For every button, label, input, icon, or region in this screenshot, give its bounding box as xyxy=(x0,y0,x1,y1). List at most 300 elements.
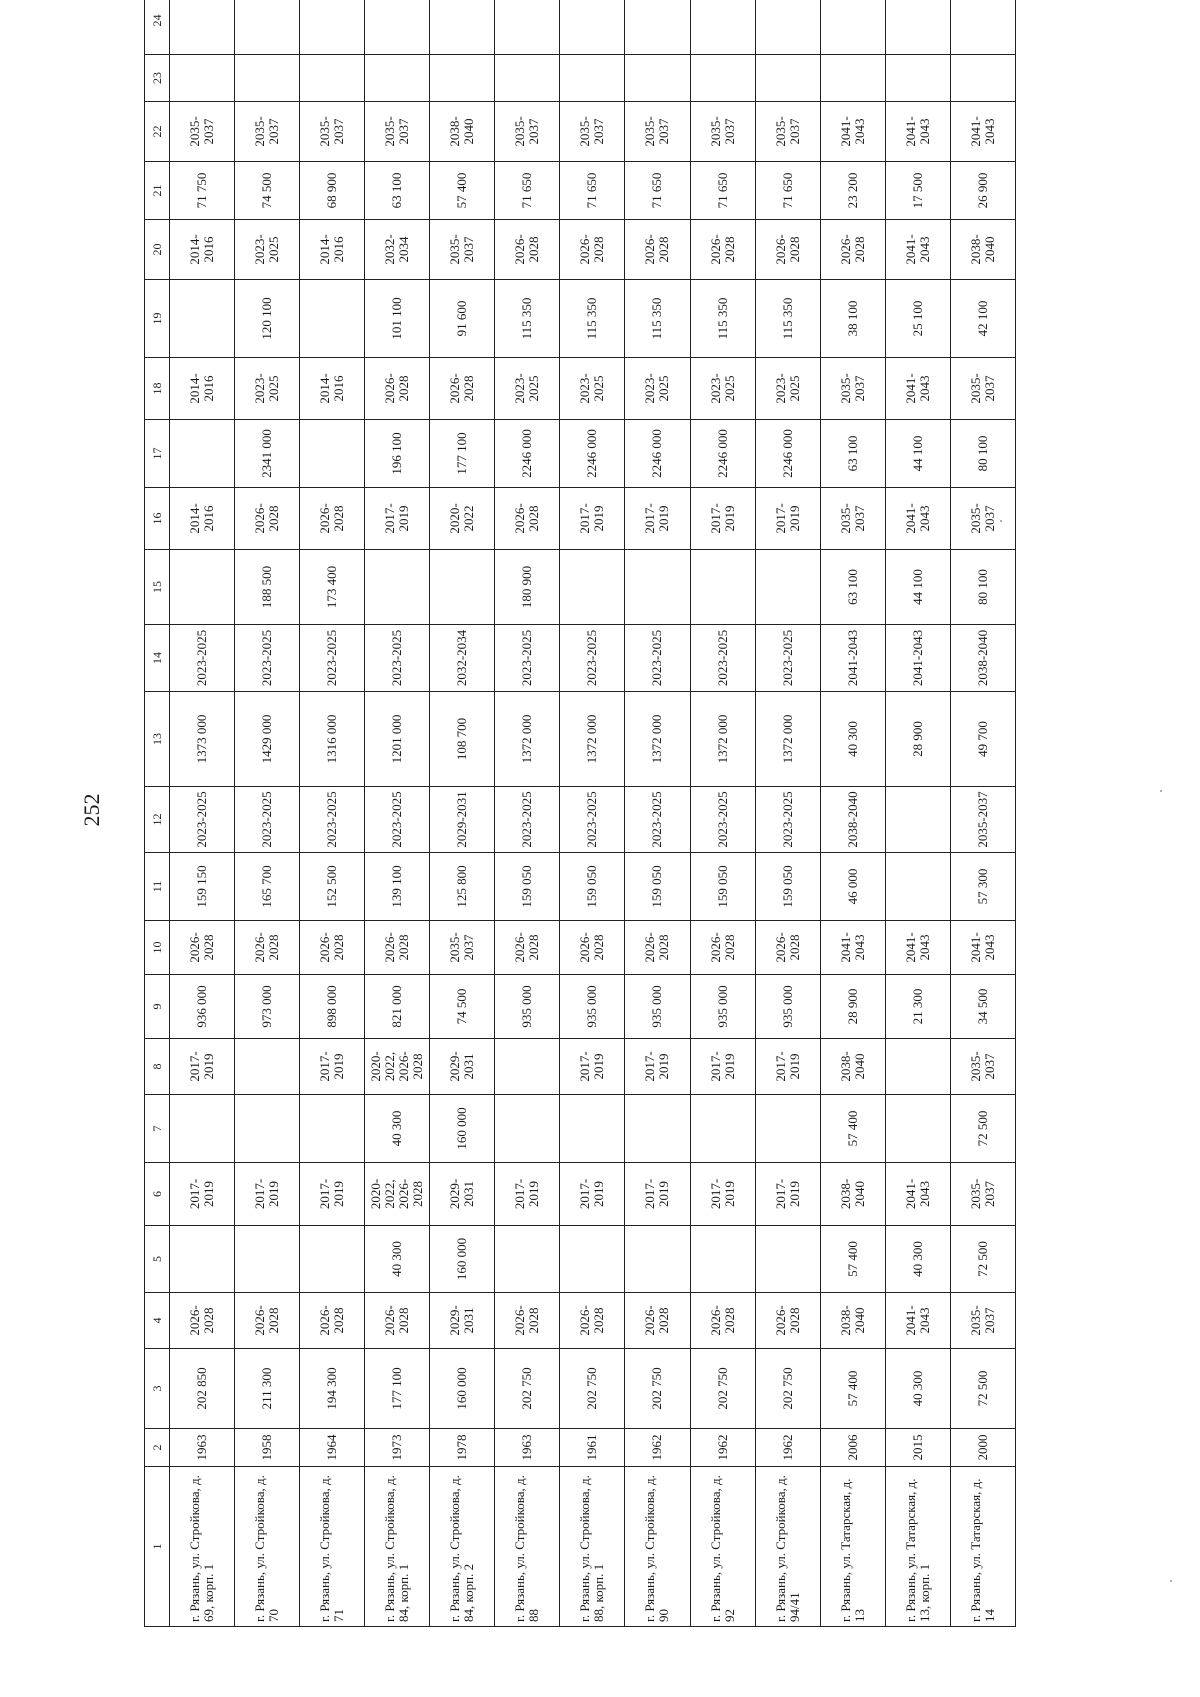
cost-cell: 71 650 xyxy=(495,162,560,220)
cost-cell: 115 350 xyxy=(755,280,820,358)
column-number: 23 xyxy=(145,55,170,102)
cost-cell: 935 000 xyxy=(625,975,690,1039)
column-number: 9 xyxy=(145,975,170,1039)
column-number: 18 xyxy=(145,358,170,420)
cost-cell: 159 050 xyxy=(560,853,625,921)
column-number: 11 xyxy=(145,853,170,921)
period-cell: 2041-2043 xyxy=(820,625,885,692)
cost-cell: 28 900 xyxy=(820,975,885,1039)
cost-cell xyxy=(430,550,495,625)
cost-cell: 1316 000 xyxy=(300,692,365,787)
cost-cell xyxy=(235,1095,300,1163)
period-cell: 2023-2025 xyxy=(690,358,755,420)
table-container xyxy=(144,0,1016,1627)
period-cell: 2017-2019 xyxy=(560,488,625,550)
cost-cell xyxy=(820,55,885,102)
cost-cell xyxy=(885,1095,950,1163)
cost-cell: 57 400 xyxy=(820,1095,885,1163)
period-cell: 2038-2040 xyxy=(820,1293,885,1349)
table-row xyxy=(690,0,755,1627)
period-cell: 2035-2037 xyxy=(235,102,300,162)
cost-cell xyxy=(300,1226,365,1293)
period-cell: 2038-2040 xyxy=(820,787,885,853)
period-cell: 2023-2025 xyxy=(560,358,625,420)
cost-cell: 71 650 xyxy=(690,162,755,220)
cost-cell: 159 050 xyxy=(755,853,820,921)
address-cell: г. Рязань, ул. Стройкова, д. 71 xyxy=(300,1467,365,1627)
period-cell: 2017-2019 xyxy=(365,488,430,550)
cost-cell xyxy=(495,55,560,102)
period-cell: 2017-2019 xyxy=(235,1163,300,1226)
cost-cell: 71 650 xyxy=(560,162,625,220)
cost-cell: 196 100 xyxy=(365,420,430,488)
cost-cell: 101 100 xyxy=(365,280,430,358)
cost-cell: 80 100 xyxy=(950,420,1015,488)
cost-cell xyxy=(235,0,300,55)
cost-cell: 211 300 xyxy=(235,1349,300,1429)
cost-cell: 1429 000 xyxy=(235,692,300,787)
period-cell: 2035-2037 xyxy=(950,1163,1015,1226)
period-cell: 2017-2019 xyxy=(625,1039,690,1095)
cost-cell: 973 000 xyxy=(235,975,300,1039)
cost-cell xyxy=(170,0,235,55)
cost-cell: 159 050 xyxy=(625,853,690,921)
period-cell: 2014-2016 xyxy=(300,220,365,280)
cost-cell: 202 750 xyxy=(495,1349,560,1429)
cost-cell: 108 700 xyxy=(430,692,495,787)
address-cell: г. Рязань, ул. Стройкова, д. 94/41 xyxy=(755,1467,820,1627)
period-cell: 2026-2028 xyxy=(300,488,365,550)
column-number: 24 xyxy=(145,0,170,55)
address-cell: г. Рязань, ул. Стройкова, д. 84, корп. 2 xyxy=(430,1467,495,1627)
cost-cell xyxy=(300,1095,365,1163)
period-cell: 2035-2037 xyxy=(560,102,625,162)
period-cell: 2017-2019 xyxy=(625,1163,690,1226)
cost-cell xyxy=(755,1226,820,1293)
cost-cell: 159 050 xyxy=(690,853,755,921)
period-cell: 2035-2037 xyxy=(950,1039,1015,1095)
period-cell: 2023-2025 xyxy=(365,787,430,853)
cost-cell: 72 500 xyxy=(950,1226,1015,1293)
cost-cell: 21 300 xyxy=(885,975,950,1039)
address-cell: г. Рязань, ул. Татарская, д. 14 xyxy=(950,1467,1015,1627)
period-cell: 2023-2025 xyxy=(235,358,300,420)
table-row xyxy=(170,0,235,1627)
table-row xyxy=(300,0,365,1627)
period-cell: 2041-2043 xyxy=(885,220,950,280)
cost-cell: 63 100 xyxy=(365,162,430,220)
period-cell: 2017-2019 xyxy=(625,488,690,550)
cost-cell xyxy=(885,0,950,55)
column-number: 13 xyxy=(145,692,170,787)
scan-speck xyxy=(1160,790,1162,792)
column-number: 15 xyxy=(145,550,170,625)
year-cell: 1978 xyxy=(430,1429,495,1467)
period-cell: 2026-2028 xyxy=(300,1293,365,1349)
period-cell: 2026-2028 xyxy=(430,358,495,420)
scan-speck xyxy=(1000,520,1002,522)
period-cell: 2026-2028 xyxy=(170,921,235,975)
period-cell: 2029-2031 xyxy=(430,1293,495,1349)
period-cell: 2023-2025 xyxy=(690,787,755,853)
cost-cell: 898 000 xyxy=(300,975,365,1039)
period-cell: 2023-2025 xyxy=(235,220,300,280)
cost-cell: 57 400 xyxy=(820,1226,885,1293)
period-cell: 2026-2028 xyxy=(495,220,560,280)
period-cell: 2020-2022, 2026-2028 xyxy=(365,1039,430,1095)
column-number: 14 xyxy=(145,625,170,692)
cost-cell: 159 050 xyxy=(495,853,560,921)
cost-cell: 1372 000 xyxy=(625,692,690,787)
period-cell: 2023-2025 xyxy=(625,625,690,692)
cost-cell: 25 100 xyxy=(885,280,950,358)
cost-cell: 177 100 xyxy=(430,420,495,488)
cost-cell xyxy=(625,1095,690,1163)
column-number: 10 xyxy=(145,921,170,975)
period-cell: 2026-2028 xyxy=(755,220,820,280)
cost-cell: 139 100 xyxy=(365,853,430,921)
cost-cell xyxy=(625,55,690,102)
cost-cell: 1372 000 xyxy=(755,692,820,787)
period-cell: 2017-2019 xyxy=(560,1039,625,1095)
column-number: 3 xyxy=(145,1349,170,1429)
period-cell: 2032-2034 xyxy=(430,625,495,692)
column-number: 20 xyxy=(145,220,170,280)
cost-cell: 935 000 xyxy=(690,975,755,1039)
period-cell: 2017-2019 xyxy=(690,488,755,550)
cost-cell: 26 900 xyxy=(950,162,1015,220)
period-cell: 2026-2028 xyxy=(235,1293,300,1349)
column-number: 8 xyxy=(145,1039,170,1095)
scan-speck xyxy=(1170,1580,1172,1582)
cost-cell xyxy=(755,0,820,55)
period-cell: 2020-2022 xyxy=(430,488,495,550)
period-cell: 2014-2016 xyxy=(170,358,235,420)
year-cell: 1961 xyxy=(560,1429,625,1467)
cost-cell: 165 700 xyxy=(235,853,300,921)
cost-cell: 160 000 xyxy=(430,1095,495,1163)
period-cell: 2026-2028 xyxy=(495,921,560,975)
period-cell: 2032-2034 xyxy=(365,220,430,280)
cost-cell xyxy=(950,55,1015,102)
cost-cell: 115 350 xyxy=(495,280,560,358)
period-cell: 2017-2019 xyxy=(170,1163,235,1226)
cost-cell: 40 300 xyxy=(885,1349,950,1429)
column-number: 7 xyxy=(145,1095,170,1163)
period-cell: 2038-2040 xyxy=(430,102,495,162)
year-cell: 1964 xyxy=(300,1429,365,1467)
period-cell: 2041-2043 xyxy=(885,102,950,162)
period-cell: 2041-2043 xyxy=(885,358,950,420)
period-cell: 2041-2043 xyxy=(885,488,950,550)
period-cell: 2014-2016 xyxy=(170,220,235,280)
address-cell: г. Рязань, ул. Стройкова, д. 92 xyxy=(690,1467,755,1627)
period-cell: 2035-2037 xyxy=(430,921,495,975)
cost-cell: 159 150 xyxy=(170,853,235,921)
period-cell: 2035-2037 xyxy=(365,102,430,162)
table-row xyxy=(625,0,690,1627)
cost-cell: 188 500 xyxy=(235,550,300,625)
period-cell: 2023-2025 xyxy=(235,625,300,692)
address-cell: г. Рязань, ул. Стройкова, д. 70 xyxy=(235,1467,300,1627)
cost-cell: 44 100 xyxy=(885,550,950,625)
cost-cell xyxy=(625,550,690,625)
cost-cell: 1201 000 xyxy=(365,692,430,787)
period-cell: 2038-2040 xyxy=(820,1039,885,1095)
cost-cell xyxy=(170,420,235,488)
period-cell: 2023-2025 xyxy=(170,787,235,853)
period-cell: 2023-2025 xyxy=(495,358,560,420)
cost-cell: 40 300 xyxy=(820,692,885,787)
period-cell: 2017-2019 xyxy=(690,1163,755,1226)
cost-cell xyxy=(300,0,365,55)
cost-cell: 49 700 xyxy=(950,692,1015,787)
period-cell: 2041-2043 xyxy=(885,1163,950,1226)
cost-cell: 46 000 xyxy=(820,853,885,921)
address-cell: г. Рязань, ул. Стройкова, д. 88 xyxy=(495,1467,560,1627)
cost-cell: 91 600 xyxy=(430,280,495,358)
cost-cell: 202 850 xyxy=(170,1349,235,1429)
period-cell: 2020-2022, 2026-2028 xyxy=(365,1163,430,1226)
cost-cell xyxy=(430,55,495,102)
period-cell: 2041-2043 xyxy=(885,1293,950,1349)
period-cell: 2023-2025 xyxy=(755,787,820,853)
cost-cell xyxy=(820,0,885,55)
cost-cell: 115 350 xyxy=(560,280,625,358)
period-cell: 2035-2037 xyxy=(820,488,885,550)
cost-cell: 40 300 xyxy=(365,1226,430,1293)
cost-cell: 63 100 xyxy=(820,420,885,488)
table-row xyxy=(820,0,885,1627)
table-row xyxy=(885,0,950,1627)
cost-cell: 2341 000 xyxy=(235,420,300,488)
period-cell: 2023-2025 xyxy=(300,625,365,692)
cost-cell: 2246 000 xyxy=(690,420,755,488)
period-cell: 2017-2019 xyxy=(170,1039,235,1095)
table-row xyxy=(235,0,300,1627)
period-cell: 2026-2028 xyxy=(300,921,365,975)
cost-cell xyxy=(625,0,690,55)
period-cell: 2041-2043 xyxy=(950,102,1015,162)
cost-cell xyxy=(170,1226,235,1293)
period-cell: 2026-2028 xyxy=(755,1293,820,1349)
period-cell: 2026-2028 xyxy=(560,921,625,975)
column-number: 2 xyxy=(145,1429,170,1467)
period-cell: 2035-2037 xyxy=(755,102,820,162)
cost-cell xyxy=(170,55,235,102)
year-cell: 2015 xyxy=(885,1429,950,1467)
period-cell: 2026-2028 xyxy=(235,921,300,975)
cost-cell: 17 500 xyxy=(885,162,950,220)
cost-cell: 180 900 xyxy=(495,550,560,625)
cost-cell: 202 750 xyxy=(560,1349,625,1429)
cost-cell xyxy=(690,1226,755,1293)
period-cell: 2026-2028 xyxy=(495,1293,560,1349)
cost-cell: 74 500 xyxy=(235,162,300,220)
cost-cell: 63 100 xyxy=(820,550,885,625)
period-cell: 2017-2019 xyxy=(300,1163,365,1226)
period-cell: 2017-2019 xyxy=(755,1163,820,1226)
cost-cell: 2246 000 xyxy=(495,420,560,488)
cost-cell: 173 400 xyxy=(300,550,365,625)
cost-cell xyxy=(560,1095,625,1163)
cost-cell xyxy=(495,1039,560,1095)
period-cell: 2026-2028 xyxy=(365,1293,430,1349)
address-cell: г. Рязань, ул. Стройкова, д. 69, корп. 1 xyxy=(170,1467,235,1627)
table-row xyxy=(495,0,560,1627)
cost-cell: 71 650 xyxy=(755,162,820,220)
period-cell: 2041-2043 xyxy=(885,921,950,975)
cost-cell xyxy=(365,55,430,102)
year-cell: 2000 xyxy=(950,1429,1015,1467)
cost-cell xyxy=(885,787,950,853)
cost-cell: 160 000 xyxy=(430,1349,495,1429)
period-cell: 2026-2028 xyxy=(625,220,690,280)
address-cell: г. Рязань, ул. Стройкова, д. 90 xyxy=(625,1467,690,1627)
column-number: 16 xyxy=(145,488,170,550)
table-row xyxy=(365,0,430,1627)
period-cell: 2023-2025 xyxy=(495,625,560,692)
period-cell: 2014-2016 xyxy=(300,358,365,420)
cost-cell xyxy=(690,550,755,625)
cost-cell: 152 500 xyxy=(300,853,365,921)
column-number: 12 xyxy=(145,787,170,853)
cost-cell xyxy=(755,1095,820,1163)
period-cell: 2017-2019 xyxy=(300,1039,365,1095)
period-cell: 2023-2025 xyxy=(625,358,690,420)
period-cell: 2035-2037 xyxy=(950,787,1015,853)
period-cell: 2041-2043 xyxy=(885,625,950,692)
address-cell: г. Рязань, ул. Татарская, д. 13, корп. 1 xyxy=(885,1467,950,1627)
period-cell: 2026-2028 xyxy=(365,921,430,975)
cost-cell: 202 750 xyxy=(690,1349,755,1429)
period-cell: 2026-2028 xyxy=(820,220,885,280)
period-cell: 2041-2043 xyxy=(950,921,1015,975)
cost-cell: 120 100 xyxy=(235,280,300,358)
cost-cell: 40 300 xyxy=(365,1095,430,1163)
cost-cell xyxy=(560,1226,625,1293)
cost-cell: 935 000 xyxy=(495,975,560,1039)
table-row xyxy=(560,0,625,1627)
cost-cell: 115 350 xyxy=(690,280,755,358)
cost-cell: 74 500 xyxy=(430,975,495,1039)
period-cell: 2035-2037 xyxy=(430,220,495,280)
period-cell: 2023-2025 xyxy=(170,625,235,692)
cost-cell xyxy=(170,1095,235,1163)
cost-cell: 71 650 xyxy=(625,162,690,220)
cost-cell: 177 100 xyxy=(365,1349,430,1429)
cost-cell: 72 500 xyxy=(950,1349,1015,1429)
cost-cell: 34 500 xyxy=(950,975,1015,1039)
period-cell: 2017-2019 xyxy=(690,1039,755,1095)
period-cell: 2041-2043 xyxy=(820,921,885,975)
cost-cell xyxy=(755,550,820,625)
cost-cell: 936 000 xyxy=(170,975,235,1039)
cost-cell: 1372 000 xyxy=(560,692,625,787)
page-number: 252 xyxy=(79,793,104,827)
period-cell: 2026-2028 xyxy=(495,488,560,550)
period-cell: 2026-2028 xyxy=(755,921,820,975)
table-row xyxy=(755,0,820,1627)
cost-cell xyxy=(495,1226,560,1293)
cost-cell xyxy=(430,0,495,55)
period-cell: 2035-2037 xyxy=(950,488,1015,550)
cost-cell xyxy=(690,1095,755,1163)
cost-cell: 57 400 xyxy=(820,1349,885,1429)
capital-repair-schedule-table xyxy=(144,0,1016,1627)
period-cell: 2026-2028 xyxy=(365,358,430,420)
period-cell: 2026-2028 xyxy=(235,488,300,550)
cost-cell: 202 750 xyxy=(755,1349,820,1429)
year-cell: 1973 xyxy=(365,1429,430,1467)
cost-cell xyxy=(365,550,430,625)
cost-cell xyxy=(560,0,625,55)
period-cell: 2023-2025 xyxy=(365,625,430,692)
cost-cell xyxy=(235,1226,300,1293)
column-number: 4 xyxy=(145,1293,170,1349)
column-number: 6 xyxy=(145,1163,170,1226)
period-cell: 2023-2025 xyxy=(235,787,300,853)
cost-cell: 2246 000 xyxy=(560,420,625,488)
cost-cell: 40 300 xyxy=(885,1226,950,1293)
cost-cell: 1372 000 xyxy=(690,692,755,787)
period-cell: 2035-2037 xyxy=(950,1293,1015,1349)
cost-cell: 38 100 xyxy=(820,280,885,358)
column-number: 21 xyxy=(145,162,170,220)
period-cell: 2023-2025 xyxy=(755,358,820,420)
period-cell: 2026-2028 xyxy=(625,1293,690,1349)
cost-cell: 23 200 xyxy=(820,162,885,220)
column-number: 22 xyxy=(145,102,170,162)
address-cell: г. Рязань, ул. Татарская, д. 13 xyxy=(820,1467,885,1627)
cost-cell xyxy=(885,853,950,921)
cost-cell: 202 750 xyxy=(625,1349,690,1429)
period-cell: 2029-2031 xyxy=(430,1039,495,1095)
period-cell: 2035-2037 xyxy=(950,358,1015,420)
period-cell: 2029-2031 xyxy=(430,1163,495,1226)
period-cell: 2041-2043 xyxy=(820,102,885,162)
period-cell: 2026-2028 xyxy=(690,921,755,975)
cost-cell: 194 300 xyxy=(300,1349,365,1429)
cost-cell xyxy=(495,0,560,55)
cost-cell: 1373 000 xyxy=(170,692,235,787)
period-cell: 2038-2040 xyxy=(950,220,1015,280)
period-cell: 2038-2040 xyxy=(950,625,1015,692)
period-cell: 2035-2037 xyxy=(625,102,690,162)
cost-cell: 125 800 xyxy=(430,853,495,921)
cost-cell: 821 000 xyxy=(365,975,430,1039)
period-cell: 2014-2016 xyxy=(170,488,235,550)
cost-cell xyxy=(365,0,430,55)
year-cell: 1962 xyxy=(625,1429,690,1467)
cost-cell: 68 900 xyxy=(300,162,365,220)
period-cell: 2035-2037 xyxy=(690,102,755,162)
cost-cell: 935 000 xyxy=(755,975,820,1039)
column-number-row xyxy=(145,0,170,1627)
period-cell: 2035-2037 xyxy=(495,102,560,162)
period-cell: 2017-2019 xyxy=(495,1163,560,1226)
cost-cell: 160 000 xyxy=(430,1226,495,1293)
cost-cell xyxy=(950,0,1015,55)
cost-cell xyxy=(690,55,755,102)
cost-cell: 1372 000 xyxy=(495,692,560,787)
period-cell: 2023-2025 xyxy=(560,625,625,692)
period-cell: 2023-2025 xyxy=(495,787,560,853)
cost-cell xyxy=(625,1226,690,1293)
cost-cell xyxy=(235,55,300,102)
cost-cell xyxy=(885,1039,950,1095)
period-cell: 2017-2019 xyxy=(560,1163,625,1226)
